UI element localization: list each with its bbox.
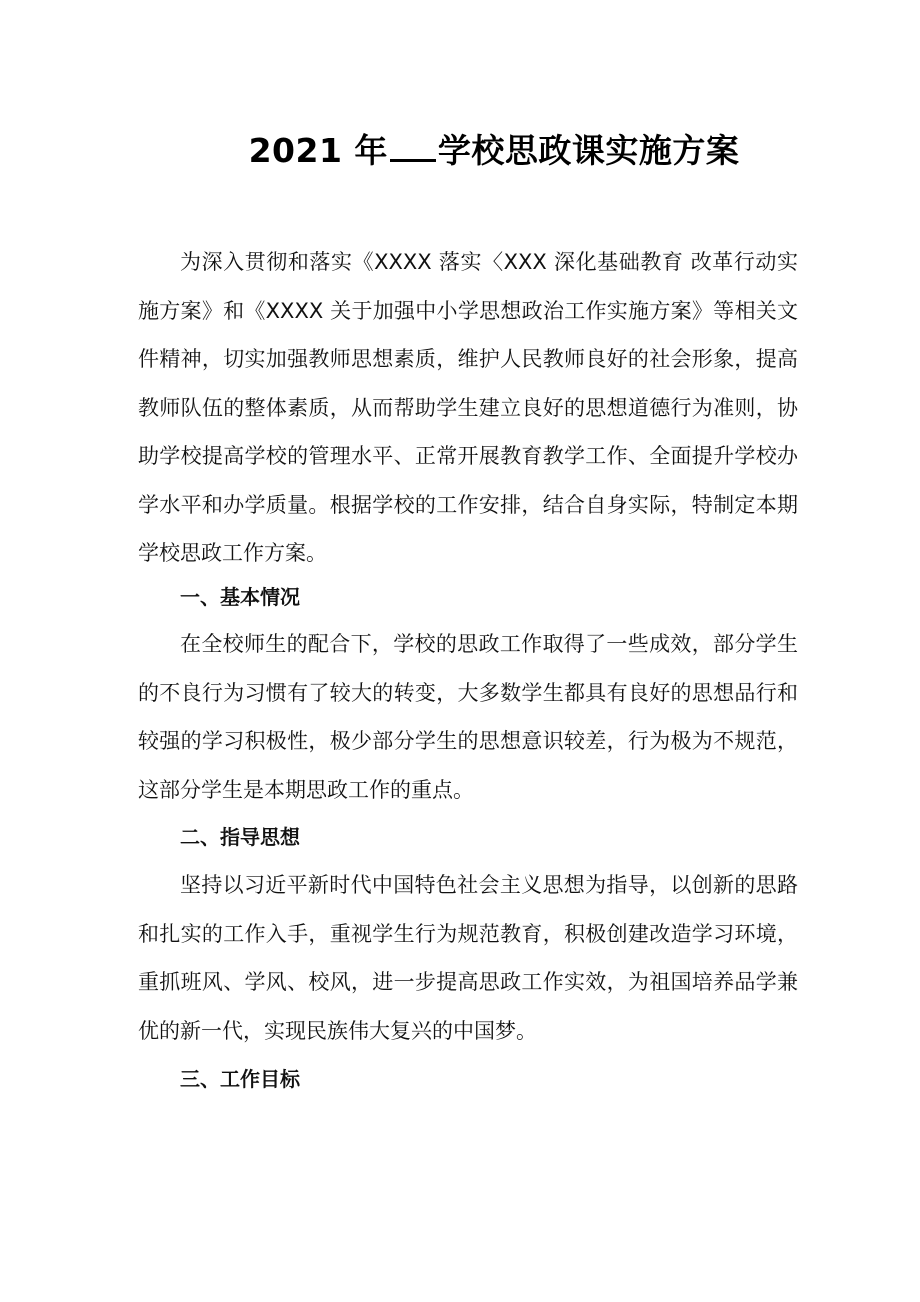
section-heading-guiding-ideology: 二、指导思想 <box>180 825 300 849</box>
document-title <box>0 126 920 176</box>
title-year: 2021 年 <box>248 131 388 170</box>
section-paragraph-guiding-ideology: 坚持以习近平新时代中国特色社会主义思想为指导，以创新的思路和扎实的工作入手，重视学生行为规范教育，积极创建改造学习环境，重抓班风、学风、校风，进一步提高思政工作实效，为祖国培养品学兼优的新一代，实现民族伟大复兴的中国梦。 <box>138 873 798 1043</box>
section-heading-basic-situation: 一、基本情况 <box>180 585 300 609</box>
intro-paragraph: 为深入贯彻和落实《XXXX 落实〈XXX 深化基础教育 改革行动实施方案》和《XXXX 关于加强中小学思想政治工作实施方案》等相关文件精神，切实加强教师思想素质，维护人民教师良好的社会形象，提高教师队伍的整体素质，从而帮助学生建立良好的思想道德行为准则，协助学校提高学校的管理水平、正常开展教育教学工作、全面提升学校办学水平和办学质量。根据学校的工作安排，结合自身实际，特制定本期学校思政工作方案。 <box>138 250 798 565</box>
section-heading-work-goals: 三、工作目标 <box>180 1067 300 1091</box>
title-blank-underline <box>390 131 436 162</box>
section-paragraph-basic-situation: 在全校师生的配合下，学校的思政工作取得了一些成效，部分学生的不良行为习惯有了较大的转变，大多数学生都具有良好的思想品行和较强的学习积极性，极少部分学生的思想意识较差，行为极为不规范，这部分学生是本期思政工作的重点。 <box>138 632 798 802</box>
title-text: 学校思政课实施方案 <box>437 131 740 170</box>
